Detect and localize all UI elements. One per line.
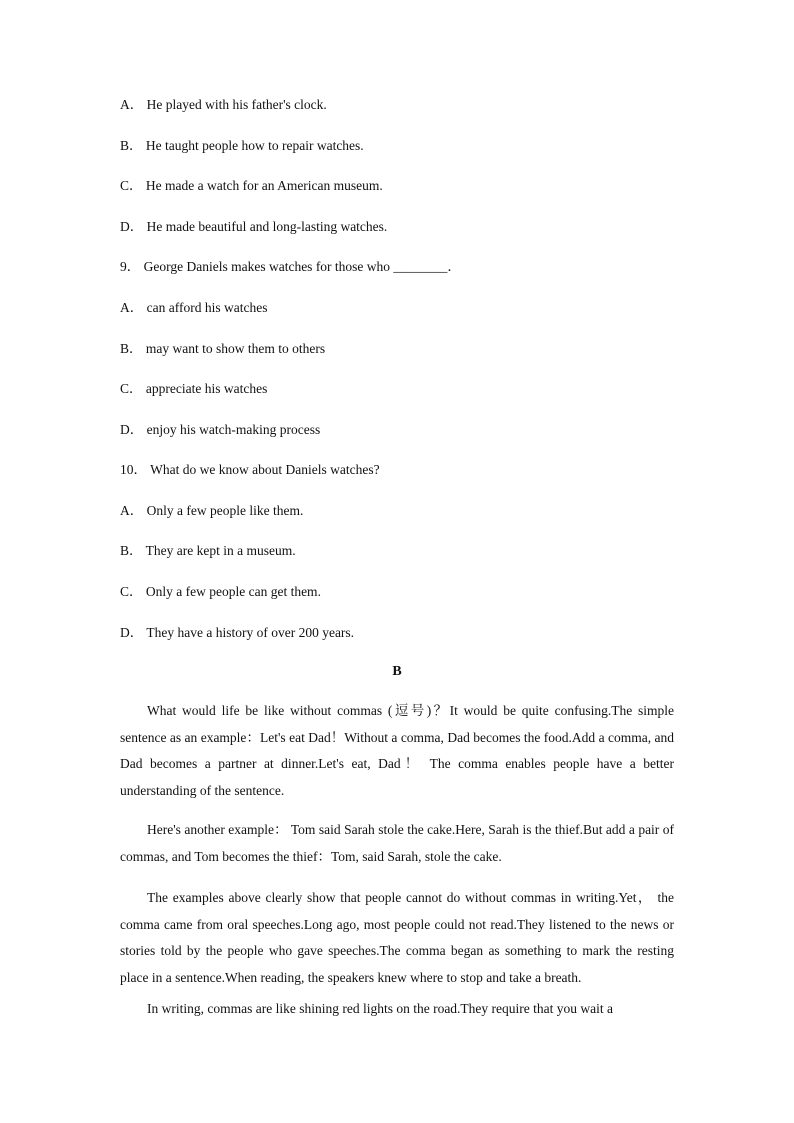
q10-option-d: D． They have a history of over 200 years. <box>120 625 355 640</box>
passage-paragraph-2: Here's another example： Tom said Sarah stole the cake.Here, Sarah is the thief.But add a pair of commas, and Tom becomes the thief：Tom, said Sarah, stole the cake. <box>120 822 674 864</box>
q10-option-c: C． Only a few people can get them. <box>120 584 321 599</box>
q8-option-c: C． He made a watch for an American museum. <box>120 178 383 193</box>
q10-stem: 10． What do we know about Daniels watches? <box>120 462 380 477</box>
q10-option-a: A． Only a few people like them. <box>120 503 304 518</box>
q8-option-d: D． He made beautiful and long-lasting watches. <box>120 219 388 234</box>
section-title: B <box>392 664 402 679</box>
q8-option-b: B． He taught people how to repair watches. <box>120 138 364 153</box>
passage-paragraph-3: The examples above clearly show that people cannot do without commas in writing.Yet， the comma came from oral speeches.Long ago, most people could not read.They listened to the news or stories told by the people who gave speeches.The comma began as something to mark the resting place in a sentence.When reading, the speakers knew where to stop and take a breath. <box>120 890 674 985</box>
q9-option-b: B． may want to show them to others <box>120 341 326 356</box>
q8-option-a: A． He played with his father's clock. <box>120 97 327 112</box>
q9-stem: 9． George Daniels makes watches for those who ________． <box>120 259 461 274</box>
q10-option-b: B． They are kept in a museum. <box>120 543 296 558</box>
q9-option-d: D． enjoy his watch-making process <box>120 422 321 437</box>
passage-paragraph-4: In writing, commas are like shining red lights on the road.They require that you wait a <box>147 1001 614 1016</box>
q9-option-a: A． can afford his watches <box>120 300 268 315</box>
passage-paragraph-1: What would life be like without commas (逗号)？It would be quite confusing.The simple sentence as an example：Let's eat Dad！Without a comma, Dad becomes the food.Add a comma, and Dad becomes a partner at dinner.Let's eat, Dad！ The comma enables people have a better understanding of the sentence. <box>120 703 674 798</box>
q9-option-c: C． appreciate his watches <box>120 381 268 396</box>
